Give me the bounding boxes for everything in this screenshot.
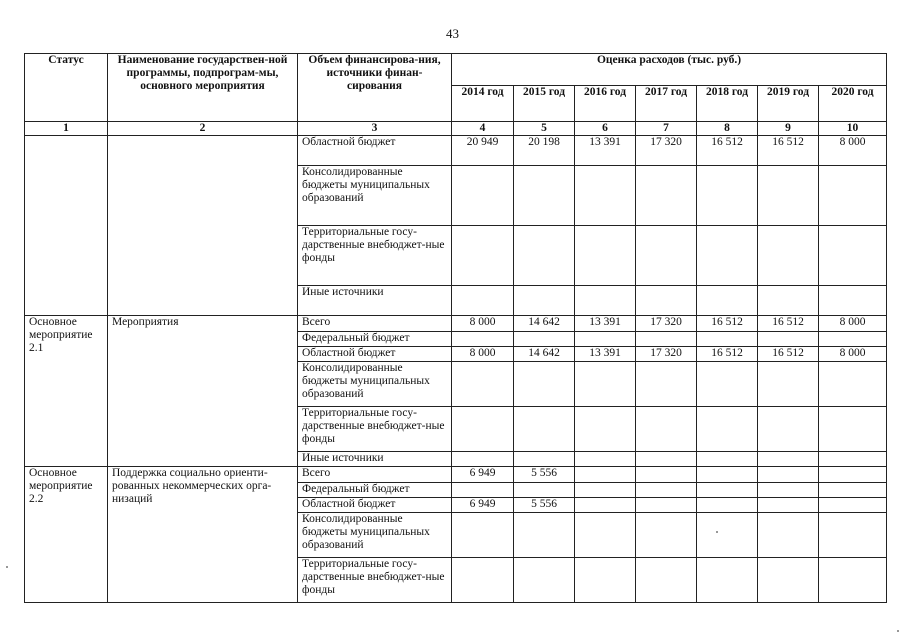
value-cell: 16 512: [758, 136, 819, 166]
value-cell: 6 949: [452, 498, 514, 513]
value-cell: 8 000: [819, 136, 887, 166]
header-estimate: Оценка расходов (тыс. руб.): [452, 54, 887, 86]
value-cell: [514, 452, 575, 467]
value-cell: [575, 513, 636, 558]
value-cell: [758, 407, 819, 452]
value-cell: [636, 286, 697, 316]
value-cell: 8 000: [819, 347, 887, 362]
value-cell: [575, 362, 636, 407]
value-cell: [452, 166, 514, 226]
funding-source-cell: Областной бюджет: [298, 498, 452, 513]
value-cell: [697, 498, 758, 513]
funding-source-cell: Всего: [298, 316, 452, 332]
funding-source-cell: Консолидированные бюджеты муниципальных образований: [298, 513, 452, 558]
value-cell: 6 949: [452, 467, 514, 483]
value-cell: [452, 226, 514, 286]
value-cell: [636, 226, 697, 286]
value-cell: [636, 483, 697, 498]
value-cell: [697, 226, 758, 286]
value-cell: [758, 226, 819, 286]
funding-source-cell: Федеральный бюджет: [298, 483, 452, 498]
value-cell: 20 949: [452, 136, 514, 166]
funding-source-cell: Федеральный бюджет: [298, 332, 452, 347]
value-cell: 8 000: [452, 347, 514, 362]
funding-source-cell: Всего: [298, 467, 452, 483]
funding-source-cell: Консолидированные бюджеты муниципальных образований: [298, 362, 452, 407]
value-cell: 5 556: [514, 467, 575, 483]
value-cell: [819, 483, 887, 498]
header-year: 2018 год: [697, 86, 758, 122]
funding-source-cell: Территориальные госу-дарственные внебюджет-ные фонды: [298, 558, 452, 603]
scan-speck: [6, 566, 8, 568]
value-cell: [514, 332, 575, 347]
column-numbers-row: [25, 122, 887, 136]
funding-source-cell: Территориальные госу-дарственные внебюджет-ные фонды: [298, 226, 452, 286]
value-cell: [758, 498, 819, 513]
column-number: 3: [298, 122, 452, 136]
value-cell: 17 320: [636, 316, 697, 332]
value-cell: 16 512: [758, 316, 819, 332]
value-cell: [819, 467, 887, 483]
value-cell: [697, 513, 758, 558]
value-cell: [452, 452, 514, 467]
value-cell: 16 512: [697, 347, 758, 362]
value-cell: 17 320: [636, 136, 697, 166]
value-cell: 13 391: [575, 136, 636, 166]
table-row: [25, 467, 887, 483]
program-name-cell: Мероприятия: [108, 316, 298, 467]
value-cell: [636, 513, 697, 558]
table-row: [25, 136, 887, 166]
value-cell: [575, 558, 636, 603]
column-number: 5: [514, 122, 575, 136]
column-number: 1: [25, 122, 108, 136]
value-cell: [819, 286, 887, 316]
value-cell: [697, 166, 758, 226]
header-status: Статус: [25, 54, 108, 122]
value-cell: [636, 498, 697, 513]
funding-source-cell: Областной бюджет: [298, 347, 452, 362]
header-year: 2015 год: [514, 86, 575, 122]
value-cell: [758, 362, 819, 407]
value-cell: [697, 332, 758, 347]
value-cell: 8 000: [819, 316, 887, 332]
value-cell: [697, 467, 758, 483]
scan-speck: [716, 531, 718, 533]
column-number: 10: [819, 122, 887, 136]
value-cell: [819, 498, 887, 513]
value-cell: [636, 407, 697, 452]
program-name-cell: [108, 136, 298, 316]
value-cell: [636, 332, 697, 347]
funding-source-cell: Консолидированные бюджеты муниципальных образований: [298, 166, 452, 226]
value-cell: [514, 362, 575, 407]
value-cell: [758, 166, 819, 226]
value-cell: [514, 226, 575, 286]
value-cell: [758, 513, 819, 558]
value-cell: [636, 166, 697, 226]
value-cell: [452, 362, 514, 407]
value-cell: [758, 452, 819, 467]
header-year: 2014 год: [452, 86, 514, 122]
header-funding: Объем финансирова-ния, источники финан-сирования: [298, 54, 452, 122]
value-cell: [514, 286, 575, 316]
value-cell: [575, 467, 636, 483]
page-number: 43: [446, 26, 459, 41]
value-cell: [758, 467, 819, 483]
value-cell: 16 512: [758, 347, 819, 362]
value-cell: [819, 452, 887, 467]
column-number: 7: [636, 122, 697, 136]
scan-speck: [897, 630, 899, 632]
funding-source-cell: Областной бюджет: [298, 136, 452, 166]
header-year: 2016 год: [575, 86, 636, 122]
value-cell: [452, 558, 514, 603]
program-name-cell: Поддержка социально ориенти-рованных некоммерческих орга-низаций: [108, 467, 298, 603]
value-cell: [819, 166, 887, 226]
value-cell: 14 642: [514, 347, 575, 362]
value-cell: [819, 226, 887, 286]
value-cell: 5 556: [514, 498, 575, 513]
value-cell: [575, 452, 636, 467]
funding-source-cell: Территориальные госу-дарственные внебюджет-ные фонды: [298, 407, 452, 452]
column-number: 6: [575, 122, 636, 136]
value-cell: [452, 332, 514, 347]
value-cell: 20 198: [514, 136, 575, 166]
header-year: 2017 год: [636, 86, 697, 122]
header-year: 2019 год: [758, 86, 819, 122]
value-cell: [758, 286, 819, 316]
value-cell: 13 391: [575, 316, 636, 332]
value-cell: [636, 452, 697, 467]
value-cell: [697, 452, 758, 467]
value-cell: [758, 483, 819, 498]
value-cell: [575, 226, 636, 286]
value-cell: 17 320: [636, 347, 697, 362]
value-cell: [697, 407, 758, 452]
header-year: 2020 год: [819, 86, 887, 122]
value-cell: [452, 513, 514, 558]
value-cell: [819, 558, 887, 603]
status-cell: Основное мероприятие 2.1: [25, 316, 108, 467]
column-number: 4: [452, 122, 514, 136]
value-cell: 16 512: [697, 136, 758, 166]
value-cell: [758, 332, 819, 347]
value-cell: 13 391: [575, 347, 636, 362]
value-cell: [452, 407, 514, 452]
value-cell: [697, 483, 758, 498]
status-cell: Основное мероприятие 2.2: [25, 467, 108, 603]
value-cell: [636, 467, 697, 483]
value-cell: [819, 513, 887, 558]
value-cell: [697, 558, 758, 603]
value-cell: [697, 286, 758, 316]
column-number: 2: [108, 122, 298, 136]
budget-table: [24, 53, 887, 603]
value-cell: [575, 166, 636, 226]
value-cell: [452, 483, 514, 498]
column-number: 8: [697, 122, 758, 136]
value-cell: [514, 558, 575, 603]
value-cell: [819, 407, 887, 452]
value-cell: [514, 407, 575, 452]
value-cell: [575, 498, 636, 513]
value-cell: [575, 483, 636, 498]
funding-source-cell: Иные источники: [298, 286, 452, 316]
value-cell: [575, 407, 636, 452]
value-cell: [819, 332, 887, 347]
value-cell: [514, 166, 575, 226]
value-cell: 14 642: [514, 316, 575, 332]
value-cell: [758, 558, 819, 603]
funding-source-cell: Иные источники: [298, 452, 452, 467]
value-cell: 16 512: [697, 316, 758, 332]
column-number: 9: [758, 122, 819, 136]
table-row: [25, 316, 887, 332]
value-cell: [514, 513, 575, 558]
status-cell: [25, 136, 108, 316]
value-cell: [636, 362, 697, 407]
value-cell: [575, 332, 636, 347]
value-cell: [514, 483, 575, 498]
value-cell: 8 000: [452, 316, 514, 332]
value-cell: [819, 362, 887, 407]
value-cell: [697, 362, 758, 407]
value-cell: [575, 286, 636, 316]
header-program-name: Наименование государствен-ной программы, подпрограм-мы, основного мероприятия: [108, 54, 298, 122]
value-cell: [452, 286, 514, 316]
value-cell: [636, 558, 697, 603]
